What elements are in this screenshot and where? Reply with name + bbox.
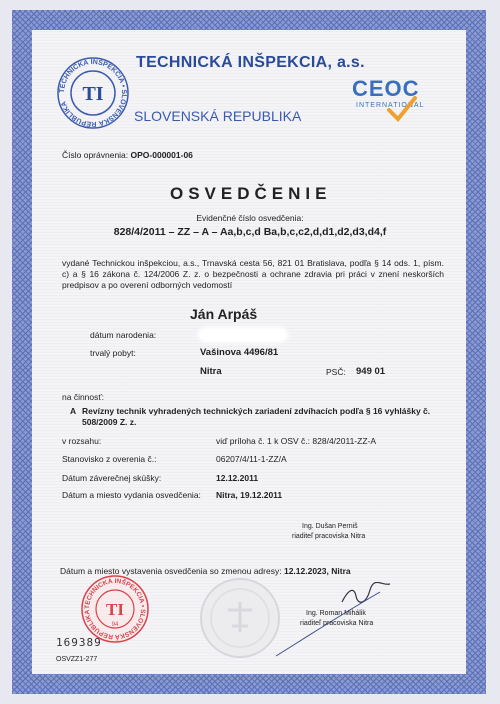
change-value: 12.12.2023, Nitra bbox=[283, 566, 351, 576]
residence-street: Vašinova 4496/81 bbox=[200, 347, 279, 358]
activity-letter: A bbox=[70, 406, 77, 416]
logo-text: TI bbox=[82, 83, 104, 105]
authorization-value: OPO-000001-06 bbox=[130, 150, 193, 160]
change-label: Dátum a miesto vystavenia osvedčenia so zmenou adresy: bbox=[60, 566, 282, 576]
issued-text: vydané Technickou inšpekciou, a.s., Trnavská cesta 56, 821 01 Bratislava, podľa § 14 ods. 1, písm. c) a § 16 zákona č. 124/2006 Z. z. o bezpečnosti a ochrane zdravia pri práci v znení neskorších predpisov a po overení odborných vedomostí bbox=[62, 258, 444, 290]
psc-label: PSČ: bbox=[326, 367, 346, 377]
exam-date-label: Dátum záverečnej skúšky: bbox=[62, 473, 162, 483]
birth-label: dátum narodenia: bbox=[90, 330, 157, 340]
signer1-name: Ing. Dušan Perniš bbox=[302, 523, 358, 530]
checkmark-icon bbox=[387, 96, 417, 122]
residence-label: trvalý pobyt: bbox=[90, 348, 136, 358]
svg-text:94: 94 bbox=[111, 622, 119, 628]
scope-label: v rozsahu: bbox=[62, 436, 102, 446]
signer2-role: riaditeľ pracoviska Nitra bbox=[300, 620, 374, 627]
ceoc-logo: CEOC bbox=[352, 76, 420, 101]
redacted-birth-date bbox=[200, 329, 286, 341]
registry-label: Evidenčné číslo osvedčenia: bbox=[196, 213, 304, 223]
authorization-label: Číslo oprávnenia: bbox=[62, 150, 129, 160]
ceoc-subtitle: INTERNATIONAL bbox=[356, 102, 425, 109]
registry-number: 828/4/2011 – ZZ – A – Aa,b,c,d Ba,b,c,c2,d,d1,d2,d3,d4,f bbox=[113, 226, 387, 238]
issue-date-label: Dátum a miesto vydania osvedčenia: bbox=[62, 490, 201, 500]
form-code: OSVZZ1-277 bbox=[56, 656, 98, 663]
activity-label: na činnosť: bbox=[62, 392, 104, 402]
opinion-label: Stanovisko z overenia č.: bbox=[62, 454, 157, 464]
holder-name: Ján Arpáš bbox=[190, 306, 258, 322]
activity-text: Revízny technik vyhradených technických zariadení zdvíhacích podľa § 16 vyhlášky č. 508/2009 Z. z. bbox=[82, 406, 431, 427]
ti-logo-icon bbox=[56, 56, 130, 130]
document-title: OSVEDČENIE bbox=[170, 184, 332, 203]
issue-date-value: Nitra, 19.12.2011 bbox=[216, 490, 283, 500]
residence-city: Nitra bbox=[200, 366, 222, 377]
svg-text:TI: TI bbox=[106, 600, 124, 619]
red-stamp-icon bbox=[80, 574, 150, 644]
opinion-value: 06207/4/11-1-ZZ/A bbox=[216, 454, 287, 464]
country-name: SLOVENSKÁ REPUBLIKA bbox=[134, 108, 302, 124]
signer1-role: riaditeľ pracoviska Nitra bbox=[292, 533, 366, 540]
svg-text:TECHNICKÁ INŠPEKCIA • SLOVENSK: TECHNICKÁ INŠPEKCIA • SLOVENSKÁ REPUBLIKA bbox=[83, 577, 147, 641]
authorization bbox=[62, 150, 193, 160]
signer2-name: Ing. Roman Mihálik bbox=[306, 610, 366, 617]
psc-value: 949 01 bbox=[356, 366, 386, 377]
svg-text:TECHNICKÁ INŠPEKCIA • SLOVENSK: TECHNICKÁ INŠPEKCIA • SLOVENSKÁ REPUBLIKA bbox=[58, 58, 128, 128]
scope-value: viď príloha č. 1 k OSV č.: 828/4/2011-ZZ-A bbox=[216, 436, 377, 446]
embossed-seal-icon bbox=[198, 576, 282, 660]
organization-name: TECHNICKÁ INŠPEKCIA, a.s. bbox=[136, 54, 365, 71]
exam-date-value: 12.12.2011 bbox=[216, 473, 259, 483]
serial-number: 169389 bbox=[56, 636, 102, 649]
